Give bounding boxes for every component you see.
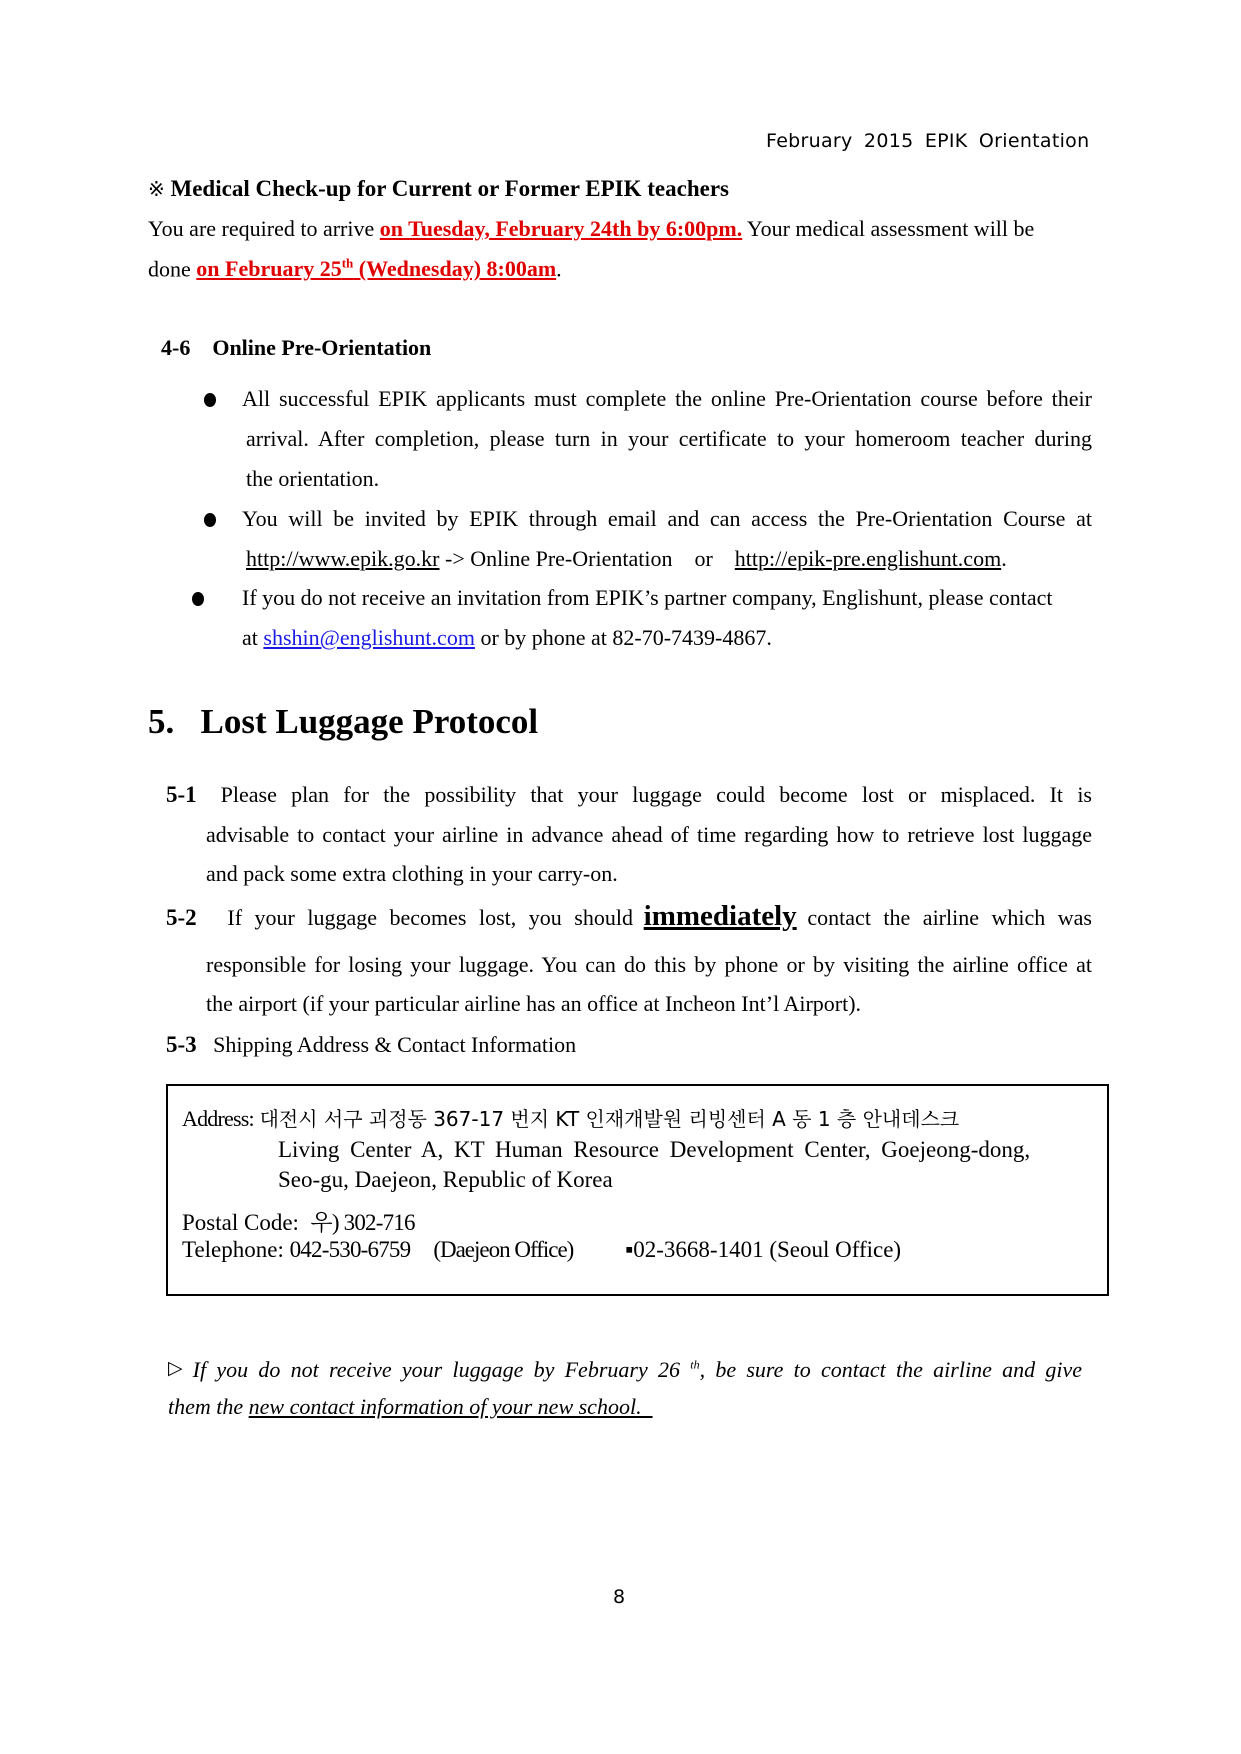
immediately-emphasis: immediately	[643, 900, 797, 932]
section-4-6-heading: 4-6 Online Pre-Orientation	[161, 335, 432, 360]
postal-code: 우) 302-716	[310, 1210, 415, 1235]
item-5-2-line-2: responsible for losing your luggage. You can do this by phone or by visiting the airline office at	[206, 952, 1092, 977]
englishunt-pre-orientation-link[interactable]: http://epik-pre.englishunt.com	[734, 546, 1002, 571]
telephone-daejeon: 042-530-6759	[289, 1237, 411, 1262]
item-5-1-number: 5-1	[166, 782, 197, 807]
bullet-1-line-2: arrival. After completion, please turn in your certificate to your homeroom teacher during	[246, 426, 1092, 451]
assessment-date: on February 25th (Wednesday) 8:00am	[196, 256, 557, 282]
bullet-2-line-1: You will be invited by EPIK through email and can access the Pre-Orientation Course at	[242, 506, 1092, 531]
running-header: February 2015 EPIK Orientation	[766, 130, 1090, 152]
medical-line-2: done on February 25th (Wednesday) 8:00am.	[148, 256, 562, 282]
bullet-2-line-2: http://www.epik.go.kr -> Online Pre-Orientation or http://epik-pre.englishunt.com.	[246, 546, 1007, 571]
luggage-note-line-1: ▷ If you do not receive your luggage by February 26 $^{th}$, be sure to contact the airline and give	[168, 1357, 1082, 1382]
triangle-pointer-icon: ▷	[168, 1357, 183, 1379]
bullet-3-line-1: If you do not receive an invitation from EPIK’s partner company, Englishunt, please contact	[242, 585, 1053, 610]
bullet-icon	[204, 393, 216, 407]
bullet-icon	[204, 513, 216, 527]
epik-website-link[interactable]: http://www.epik.go.kr	[246, 546, 440, 571]
bullet-1-line-3: the orientation.	[246, 466, 380, 491]
bullet-3-line-2: at shshin@englishunt.com or by phone at 82-70-7439-4867.	[242, 625, 772, 650]
medical-heading	[148, 176, 729, 202]
medical-title: Medical Check-up for Current or Former EPIK teachers	[170, 176, 730, 201]
address-english-line-2: Seo-gu, Daejeon, Republic of Korea	[278, 1167, 613, 1192]
address-english-line-1: Living Center A, KT Human Resource Development Center, Goejeong-dong,	[278, 1137, 1031, 1162]
arrival-deadline: on Tuesday, February 24th by 6:00pm.	[379, 216, 743, 241]
bullet-icon	[192, 592, 204, 606]
address-line-korean: Address: 대전시 서구 괴정동 367-17 번지 KT 인재개발원 리빙센터 A 동 1 층 안내데스크	[182, 1106, 960, 1131]
item-5-1-line-1: 5-1 Please plan for the possibility that your luggage could become lost or misplaced. It is	[166, 782, 1092, 807]
item-5-3-heading: 5-3 Shipping Address & Contact Information	[166, 1032, 577, 1057]
address-korean: 대전시 서구 괴정동 367-17 번지 KT 인재개발원 리빙센터 A 동 1 층 안내데스크	[259, 1107, 960, 1131]
contact-email-link[interactable]: shshin@englishunt.com	[263, 625, 475, 650]
item-5-2-line-3: the airport (if your particular airline has an office at Incheon Int’l Airport).	[206, 991, 862, 1016]
telephone-line: Telephone: 042-530-6759 (Daejeon Office) ▪02-3668-1401 (Seoul Office)	[182, 1237, 902, 1262]
section-5-heading: 5. Lost Luggage Protocol	[148, 702, 539, 741]
reference-mark-icon: ※	[148, 177, 165, 201]
postal-code-line: Postal Code: 우) 302-716	[182, 1210, 415, 1235]
medical-line-1: You are required to arrive on Tuesday, February 24th by 6:00pm. Your medical assessment will be	[148, 216, 1035, 241]
item-5-2-line-1: 5-2 If your luggage becomes lost, you should immediately contact the airline which was	[166, 900, 1092, 932]
item-5-2-number: 5-2	[166, 905, 197, 930]
daejeon-office-note: (Daejeon Office)	[433, 1237, 574, 1262]
item-5-1-line-2: advisable to contact your airline in advance ahead of time regarding how to retrieve lost luggage	[206, 822, 1092, 847]
new-contact-info-emphasis: new contact information of your new school.	[248, 1394, 653, 1419]
item-5-1-line-3: and pack some extra clothing in your carry-on.	[206, 861, 618, 886]
bullet-1-line-1: All successful EPIK applicants must complete the online Pre-Orientation course before their	[242, 386, 1092, 411]
telephone-seoul: ▪02-3668-1401 (Seoul Office)	[625, 1237, 902, 1262]
contact-info-box	[166, 1084, 1109, 1296]
luggage-note-line-2: them the new contact information of your new school.	[168, 1394, 653, 1419]
page-number: 8	[613, 1586, 626, 1608]
